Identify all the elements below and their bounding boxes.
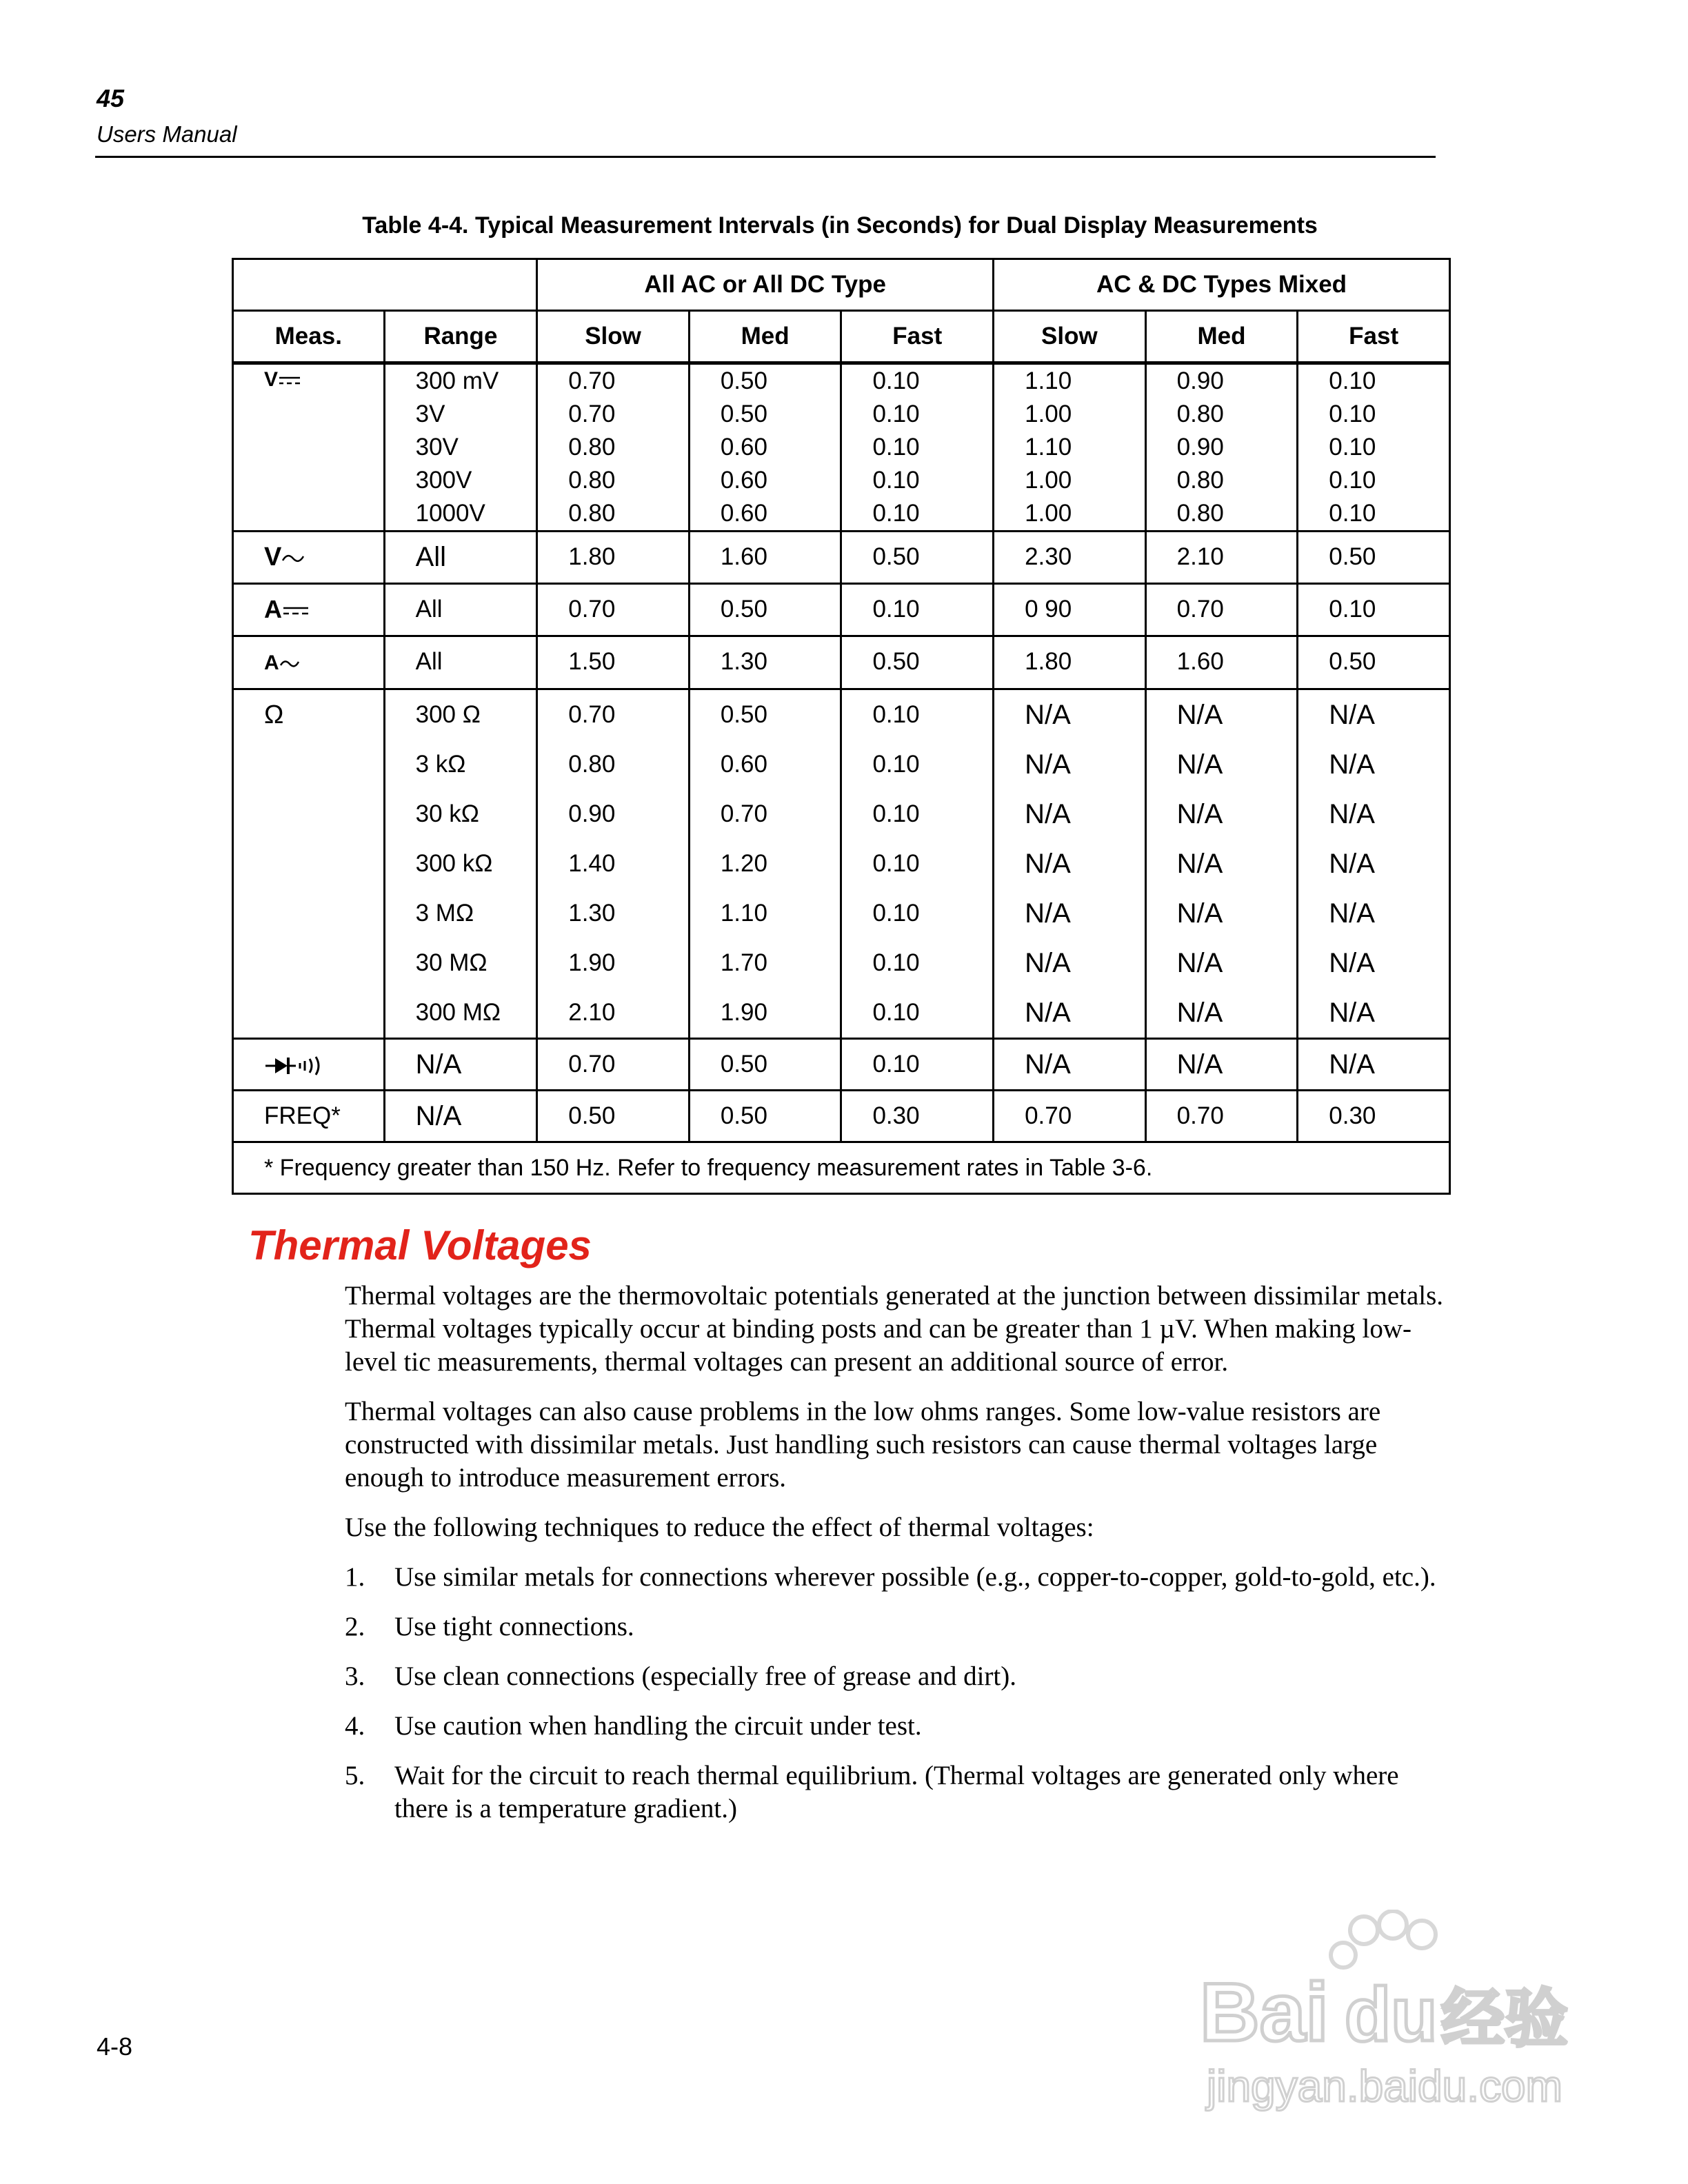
interval-value: N/A xyxy=(1329,849,1375,879)
interval-value: 2.30 xyxy=(994,532,1146,584)
interval-value: 1.30 xyxy=(568,900,616,927)
interval-value: N/A xyxy=(1176,799,1223,829)
v-ac-icon: V xyxy=(264,543,305,572)
interval-value: N/A xyxy=(1176,849,1223,879)
table-row-ohms xyxy=(233,689,1450,1039)
header-divider xyxy=(95,156,1436,158)
interval-value: 0.10 xyxy=(1329,500,1376,527)
interval-value: 0.10 xyxy=(872,500,920,527)
interval-value: 0.10 xyxy=(1298,584,1450,636)
interval-value: 0.60 xyxy=(720,467,767,494)
meas-cell-v-ac xyxy=(233,532,385,584)
range-value: 3 kΩ xyxy=(415,751,466,778)
table-row-a-dc xyxy=(233,584,1450,636)
range-value: 30 kΩ xyxy=(415,800,479,827)
mixed-med-cell xyxy=(1145,363,1298,532)
interval-value: 1.70 xyxy=(720,949,767,976)
interval-value: 1.50 xyxy=(537,636,690,689)
interval-value: 0.50 xyxy=(841,532,994,584)
interval-value: 0.10 xyxy=(1329,467,1376,494)
interval-value: N/A xyxy=(1176,948,1223,978)
range-value: 300 MΩ xyxy=(415,999,501,1026)
interval-value: 0.10 xyxy=(872,949,920,976)
col-header-med: Med xyxy=(689,311,841,363)
interval-value: 1.00 xyxy=(1025,401,1072,427)
list-text: Use caution when handling the circuit under test. xyxy=(394,1711,922,1741)
interval-value: 1.30 xyxy=(689,636,841,689)
interval-value: 0.80 xyxy=(1176,401,1224,427)
interval-value: N/A xyxy=(1025,948,1071,978)
interval-value: 0.50 xyxy=(689,1091,841,1142)
range-value: 300V xyxy=(415,467,472,494)
paragraph: Use the following techniques to reduce the effect of thermal voltages: xyxy=(345,1513,1094,1542)
interval-value: 0.70 xyxy=(537,1039,690,1091)
interval-value: 0.50 xyxy=(689,584,841,636)
list-text: Use clean connections (especially free of grease and dirt). xyxy=(394,1661,1016,1691)
interval-value: 0.50 xyxy=(841,636,994,689)
col-header-mixed-fast: Fast xyxy=(1298,311,1450,363)
interval-value: N/A xyxy=(1025,898,1071,929)
mixed-slow-cell xyxy=(994,689,1146,1039)
table-caption: Table 4-4. Typical Measurement Intervals (in Seconds) for Dual Display Measurements xyxy=(362,212,1318,239)
range-value: N/A xyxy=(384,1091,537,1142)
interval-value: 0.10 xyxy=(1329,401,1376,427)
interval-value: 0.50 xyxy=(689,1039,841,1091)
interval-value: 0.10 xyxy=(872,999,920,1026)
list-text: Use tight connections. xyxy=(394,1612,634,1641)
list-item xyxy=(345,1561,1448,1594)
interval-value: 0.30 xyxy=(841,1091,994,1142)
med-cell xyxy=(689,689,841,1039)
techniques-list xyxy=(345,1561,1448,1826)
interval-value: 0.10 xyxy=(872,434,920,461)
mixed-fast-cell xyxy=(1298,689,1450,1039)
list-number: 2. xyxy=(345,1612,365,1641)
interval-value: 0.50 xyxy=(720,701,767,728)
range-value: 300 mV xyxy=(415,367,499,394)
interval-value: 0.50 xyxy=(720,367,767,394)
a-dc-icon: A xyxy=(264,595,282,623)
measurement-intervals-table xyxy=(232,258,1451,1195)
interval-value: 0.60 xyxy=(720,434,767,461)
interval-value: 0.80 xyxy=(568,751,616,778)
table-footnote-row xyxy=(233,1142,1450,1194)
paragraph: Thermal voltages are the thermovoltaic potentials generated at the junction between dissimilar metals. Thermal voltages typically occur at binding posts and can be greater than 1 µV. When making low-level tic measurements, thermal voltages can present an additional source of error. xyxy=(345,1281,1444,1377)
interval-value: 0.10 xyxy=(1329,367,1376,394)
interval-value: 1.80 xyxy=(994,636,1146,689)
interval-value: 1.00 xyxy=(1025,467,1072,494)
list-number: 3. xyxy=(345,1661,365,1691)
table-row-v-ac xyxy=(233,532,1450,584)
interval-value: 0.10 xyxy=(872,900,920,927)
list-item xyxy=(345,1759,1448,1826)
interval-value: N/A xyxy=(1329,749,1375,780)
slow-cell xyxy=(537,363,690,532)
meas-cell-a-dc xyxy=(233,584,385,636)
table-footnote: * Frequency greater than 150 Hz. Refer to frequency measurement rates in Table 3-6. xyxy=(233,1142,1450,1194)
section-body xyxy=(345,1280,1448,1842)
interval-value: 0.10 xyxy=(872,401,920,427)
interval-value: 0.10 xyxy=(872,367,920,394)
a-ac-icon: A xyxy=(264,651,300,674)
mixed-med-cell xyxy=(1145,689,1298,1039)
interval-value: N/A xyxy=(1025,998,1071,1028)
list-item xyxy=(345,1660,1448,1693)
range-value: All xyxy=(384,636,537,689)
interval-value: 0.70 xyxy=(568,401,616,427)
interval-value: 0.60 xyxy=(720,500,767,527)
mixed-fast-cell xyxy=(1298,363,1450,532)
interval-value: N/A xyxy=(1176,700,1223,730)
interval-value: 1.90 xyxy=(720,999,767,1026)
svg-text:Bai: Bai xyxy=(1200,1966,1329,2059)
table-row-diode xyxy=(233,1039,1450,1091)
list-number: 1. xyxy=(345,1562,365,1592)
fast-cell xyxy=(841,689,994,1039)
interval-value: N/A xyxy=(1025,849,1071,879)
diode-continuity-icon xyxy=(264,1051,333,1078)
interval-value: 0.50 xyxy=(1298,636,1450,689)
interval-value: 0.80 xyxy=(568,434,616,461)
interval-value: N/A xyxy=(1025,799,1071,829)
range-value: All xyxy=(384,532,537,584)
col-header-fast: Fast xyxy=(841,311,994,363)
interval-value: N/A xyxy=(1025,700,1071,730)
interval-value: 0.60 xyxy=(720,751,767,778)
list-item xyxy=(345,1610,1448,1644)
range-cell xyxy=(384,689,537,1039)
interval-value: 0.80 xyxy=(568,500,616,527)
interval-value: 1.10 xyxy=(720,900,767,927)
meas-cell-diode xyxy=(233,1039,385,1091)
col-header-slow: Slow xyxy=(537,311,690,363)
meas-cell-freq: FREQ* xyxy=(233,1091,385,1142)
interval-value: N/A xyxy=(1145,1039,1298,1091)
interval-value: 0.10 xyxy=(872,800,920,827)
interval-value: 1.60 xyxy=(689,532,841,584)
interval-value: 0.70 xyxy=(994,1091,1146,1142)
svg-text:经验: 经验 xyxy=(1441,1982,1569,2056)
interval-value: N/A xyxy=(1329,948,1375,978)
interval-value: N/A xyxy=(1176,898,1223,929)
interval-value: 0.10 xyxy=(872,751,920,778)
interval-value: 0.10 xyxy=(872,467,920,494)
table-row-a-ac xyxy=(233,636,1450,689)
interval-value: N/A xyxy=(1176,998,1223,1028)
interval-value: N/A xyxy=(994,1039,1146,1091)
interval-value: 0.70 xyxy=(568,367,616,394)
interval-value: 0.10 xyxy=(872,701,920,728)
range-value: 3V xyxy=(415,401,445,427)
slow-cell xyxy=(537,689,690,1039)
watermark-url: jingyan.baidu.com xyxy=(1207,2061,1563,2111)
interval-value: 0.70 xyxy=(537,584,690,636)
range-value: 1000V xyxy=(415,500,485,527)
interval-value: 0.80 xyxy=(568,467,616,494)
table-row-freq xyxy=(233,1091,1450,1142)
range-value: 30V xyxy=(415,434,459,461)
range-value: 300 kΩ xyxy=(415,850,493,877)
range-value: N/A xyxy=(384,1039,537,1091)
interval-value: 0.10 xyxy=(1329,434,1376,461)
interval-value: 1.60 xyxy=(1145,636,1298,689)
interval-value: 0.80 xyxy=(1176,500,1224,527)
group-header-row xyxy=(233,259,1450,311)
interval-value: 0.70 xyxy=(720,800,767,827)
interval-value: N/A xyxy=(1329,799,1375,829)
fast-cell xyxy=(841,363,994,532)
interval-value: 0.80 xyxy=(1176,467,1224,494)
ohm-icon: Ω xyxy=(264,700,284,729)
interval-value: N/A xyxy=(1329,898,1375,929)
interval-value: 0.50 xyxy=(1298,532,1450,584)
col-header-meas: Meas. xyxy=(233,311,385,363)
interval-value: 1.20 xyxy=(720,850,767,877)
list-text: Use similar metals for connections wherever possible (e.g., copper-to-copper, gold-to-gold, etc.). xyxy=(394,1562,1436,1592)
list-item xyxy=(345,1710,1448,1743)
interval-value: N/A xyxy=(1329,700,1375,730)
interval-value: 0.50 xyxy=(537,1091,690,1142)
interval-value: 0.10 xyxy=(841,1039,994,1091)
interval-value: 0.90 xyxy=(1176,367,1224,394)
interval-value: 0.90 xyxy=(568,800,616,827)
col-header-range: Range xyxy=(384,311,537,363)
med-cell xyxy=(689,363,841,532)
list-text: Wait for the circuit to reach thermal equilibrium. (Thermal voltages are generated only where there is a temperature gradient.) xyxy=(394,1761,1399,1823)
v-dc-icon: V xyxy=(264,368,279,391)
table-row-v-dc xyxy=(233,363,1450,532)
range-value: 3 MΩ xyxy=(415,900,474,927)
interval-value: N/A xyxy=(1176,749,1223,780)
interval-value: 2.10 xyxy=(1145,532,1298,584)
range-value: All xyxy=(384,584,537,636)
col-header-mixed-med: Med xyxy=(1145,311,1298,363)
range-value: 30 MΩ xyxy=(415,949,488,976)
interval-value: 2.10 xyxy=(568,999,616,1026)
interval-value: N/A xyxy=(1025,749,1071,780)
meas-cell-v-dc xyxy=(233,363,385,532)
meas-cell-a-ac xyxy=(233,636,385,689)
manual-title: Users Manual xyxy=(97,121,237,147)
interval-value: 0.10 xyxy=(872,850,920,877)
manual-model-number: 45 xyxy=(97,84,125,112)
interval-value: 0.10 xyxy=(841,584,994,636)
interval-value: 1.10 xyxy=(1025,434,1072,461)
page-number: 4-8 xyxy=(97,2032,133,2061)
group-header-blank xyxy=(233,259,537,311)
interval-value: N/A xyxy=(1329,998,1375,1028)
svg-text:du: du xyxy=(1345,1972,1438,2057)
interval-value: 0.70 xyxy=(568,701,616,728)
range-value: 300 Ω xyxy=(415,701,481,728)
interval-value: 0 90 xyxy=(994,584,1146,636)
interval-value: 0.90 xyxy=(1176,434,1224,461)
interval-value: 0.30 xyxy=(1298,1091,1450,1142)
meas-cell-ohms xyxy=(233,689,385,1039)
group-header-ac-or-dc: All AC or All DC Type xyxy=(537,259,994,311)
interval-value: 1.80 xyxy=(537,532,690,584)
list-number: 4. xyxy=(345,1711,365,1741)
section-title: Thermal Voltages xyxy=(248,1222,592,1268)
baidu-watermark-icon xyxy=(1186,1910,1586,2116)
list-number: 5. xyxy=(345,1761,365,1790)
column-header-row xyxy=(233,311,1450,363)
interval-value: N/A xyxy=(1298,1039,1450,1091)
interval-value: 0.70 xyxy=(1145,1091,1298,1142)
paragraph: Thermal voltages can also cause problems in the low ohms ranges. Some low-value resistors are constructed with dissimilar metals. Just handling such resistors can cause thermal voltages large enough to introduce measurement errors. xyxy=(345,1397,1381,1493)
interval-value: 1.90 xyxy=(568,949,616,976)
mixed-slow-cell xyxy=(994,363,1146,532)
interval-value: 1.00 xyxy=(1025,500,1072,527)
col-header-mixed-slow: Slow xyxy=(994,311,1146,363)
interval-value: 1.10 xyxy=(1025,367,1072,394)
group-header-mixed: AC & DC Types Mixed xyxy=(994,259,1450,311)
interval-value: 0.70 xyxy=(1145,584,1298,636)
interval-value: 0.50 xyxy=(720,401,767,427)
range-cell xyxy=(384,363,537,532)
interval-value: 1.40 xyxy=(568,850,616,877)
